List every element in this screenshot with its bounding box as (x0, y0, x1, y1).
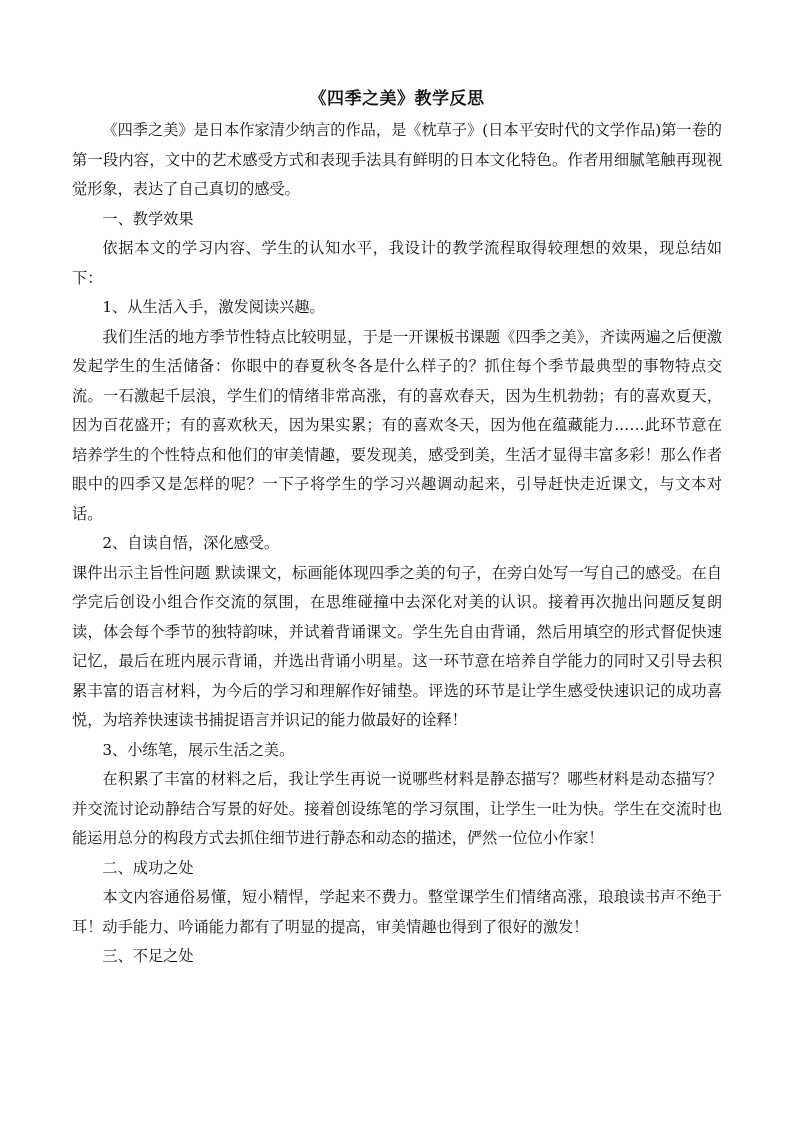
point-heading-life: 1、从生活入手，激发阅读兴趣。 (102, 298, 325, 316)
section-paragraph-success: 本文内容通俗易懂，短小精悍，学起来不费力。整堂课学生们情绪高涨，琅琅读书声不绝于耳！动手能力、吟诵能力都有了明显的提高，审美情趣也得到了很好的激发！ (72, 888, 722, 936)
document-title: 《四季之美》教学反思 (309, 89, 485, 109)
intro-paragraph: 《四季之美》是日本作家清少纳言的作品，是《枕草子》(日本平安时代的文学作品)第一卷的第一段内容，文中的艺术感受方式和表现手法具有鲜明的日本文化特色。作者用细腻笔触再现视觉形象，表达了自己真切的感受。 (72, 121, 722, 198)
point-heading-self-reading: 2、自读自悟，深化感受。 (102, 534, 280, 552)
section-heading-success: 二、成功之处 (102, 858, 194, 877)
point-paragraph-self-reading: 课件出示主旨性问题 默读课文，标画能体现四季之美的句子，在旁白处写一写自己的感受。在自学完后创设小组合作交流的氛围，在思维碰撞中去深化对美的认识。接着再次抛出问题反复朗读，体会每个季节的独特韵味，并试着背诵课文。学生先自由背诵，然后用填空的形式督促快速记忆，最后在班内展示背诵，并选出背诵小明星。这一环节意在培养自学能力的同时又引导去积累丰富的语言材料，为今后的学习和理解作好铺垫。评选的环节是让学生感受快速识记的成功喜悦，为培养快速读书捕捉语言并识记的能力做最好的诠释！ (72, 563, 722, 729)
point-paragraph-life: 我们生活的地方季节性特点比较明显，于是一开课板书课题《四季之美》，齐读两遍之后便激发起学生的生活储备：你眼中的春夏秋冬各是什么样子的？抓住每个季节最典型的事物特点交流。一石激起千层浪，学生们的情绪非常高涨，有的喜欢春天，因为生机勃勃；有的喜欢夏天，因为百花盛开；有的喜欢秋天，因为果实累；有的喜欢冬天，因为他在蕴藏能力……此环节意在培养学生的个性特点和他们的审美情趣，要发现美，感受到美，生活才显得丰富多彩！那么作者眼中的四季又是怎样的呢？一下子将学生的学习兴趣调动起来，引导赶快走近课文，与文本对话。 (72, 327, 722, 523)
section-heading-shortcomings: 三、不足之处 (102, 947, 194, 965)
point-paragraph-writing: 在积累了丰富的材料之后，我让学生再说一说哪些材料是静态描写？哪些材料是动态描写？并交流讨论动静结合写景的好处。接着创设练笔的学习氛围，让学生一吐为快。学生在交流时也能运用总分的构段方式去抓住细节进行静态和动态的描述，俨然一位位小作家！ (72, 770, 722, 847)
section-heading-teaching-effect: 一、教学效果 (102, 209, 194, 228)
point-heading-writing: 3、小练笔，展示生活之美。 (102, 740, 295, 759)
section-intro-paragraph: 依据本文的学习内容、学生的认知水平，我设计的教学流程取得较理想的效果，现总结如下： (72, 239, 722, 287)
